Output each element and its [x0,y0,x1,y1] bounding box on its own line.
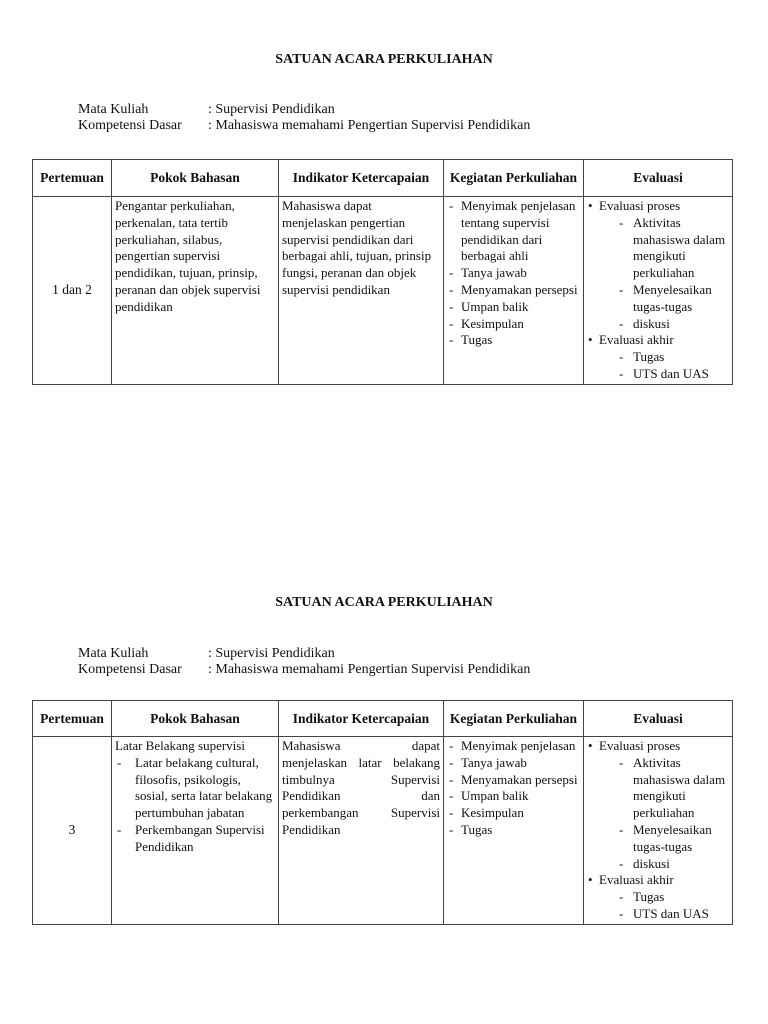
pokok-item: - Perkembangan Supervisi Pendidikan [115,822,275,856]
course-meta [78,646,530,678]
pertemuan-cell: 3 [33,737,112,925]
header-evaluasi: Evaluasi [584,701,733,737]
pokok-intro: Pengantar perkuliahan, perkenalan, tata tertib perkuliahan, silabus, pengertian supervisi pendidikan, tujuan, prinsip, peranan dan objek supervisi pendidikan [115,198,261,314]
evaluasi-proses-label: Evaluasi proses [599,198,681,213]
kegiatan-item: - Kesimpulan [447,316,580,333]
evaluasi-item: - Tugas [607,889,729,906]
evaluasi-proses [587,198,729,332]
mata-kuliah-label: Mata Kuliah [78,102,149,117]
evaluasi-cell [584,737,733,925]
mata-kuliah-label: Mata Kuliah [78,646,149,661]
header-pertemuan: Pertemuan [33,160,112,197]
pokok-item: - Latar belakang cultural, filosofis, psikologis, sosial, serta latar belakang pertumbuhan jabatan [115,755,275,822]
page-title: SATUAN ACARA PERKULIAHAN [275,595,493,610]
evaluasi-akhir-label: Evaluasi akhir [599,332,674,348]
kompetensi-label: Kompetensi Dasar [78,118,182,133]
kompetensi-label: Kompetensi Dasar [78,662,182,677]
kegiatan-item: - Tugas [447,822,580,839]
evaluasi-item: - Aktivitas mahasiswa dalam mengikuti perkuliahan [607,755,729,822]
evaluasi-proses-label: Evaluasi proses [599,738,681,753]
kegiatan-item: - Tanya jawab [447,755,580,772]
kegiatan-cell [444,737,584,925]
kompetensi-value: : Mahasiswa memahami Pengertian Supervisi Pendidikan [208,662,531,677]
pokok-intro: Latar Belakang supervisi [115,738,245,753]
header-evaluasi: Evaluasi [584,160,733,197]
kegiatan-cell [444,197,584,385]
sap-table [32,700,733,925]
header-pokok-bahasan: Pokok Bahasan [112,701,279,737]
evaluasi-item: - UTS dan UAS [607,906,729,923]
evaluasi-item: - diskusi [607,316,729,333]
evaluasi-item: - Aktivitas mahasiswa dalam mengikuti perkuliahan [607,215,729,282]
sap-table [32,159,733,385]
kegiatan-item: - Menyimak penjelasan tentang supervisi pendidikan dari berbagai ahli [447,198,580,265]
evaluasi-cell [584,197,733,385]
header-pertemuan: Pertemuan [33,701,112,737]
kegiatan-item: - Tugas [447,332,580,349]
pokok-bahasan-cell [112,197,279,385]
header-pokok-bahasan: Pokok Bahasan [112,160,279,197]
indikator-cell: Mahasiswa dapat menjelaskan latar belakang timbulnya Supervisi Pendidikan dan perkembangan Supervisi Pendidikan [279,737,444,925]
kegiatan-item: - Menyimak penjelasan [447,738,580,755]
header-kegiatan: Kegiatan Perkuliahan [444,160,584,197]
evaluasi-proses [587,738,729,872]
kegiatan-item: - Menyamakan persepsi [447,772,580,789]
evaluasi-item: - Menyelesaikan tugas-tugas [607,822,729,856]
course-meta [78,102,530,134]
mata-kuliah-value: : Supervisi Pendidikan [208,102,335,117]
kegiatan-item: - Umpan balik [447,788,580,805]
evaluasi-akhir-label: Evaluasi akhir [599,872,674,888]
evaluasi-item: - diskusi [607,856,729,873]
kegiatan-item: - Umpan balik [447,299,580,316]
kegiatan-item: - Tanya jawab [447,265,580,282]
pokok-bahasan-cell [112,737,279,925]
page-title: SATUAN ACARA PERKULIAHAN [275,52,493,67]
evaluasi-item: - Menyelesaikan tugas-tugas [607,282,729,316]
header-indikator: Indikator Ketercapaian [279,160,444,197]
evaluasi-akhir [587,872,729,922]
pertemuan-cell: 1 dan 2 [33,197,112,385]
evaluasi-item: - UTS dan UAS [607,366,729,383]
kompetensi-value: : Mahasiswa memahami Pengertian Supervisi Pendidikan [208,118,531,133]
header-indikator: Indikator Ketercapaian [279,701,444,737]
evaluasi-akhir [587,332,729,382]
kegiatan-item: - Menyamakan persepsi [447,282,580,299]
kegiatan-item: - Kesimpulan [447,805,580,822]
indikator-cell: Mahasiswa dapat menjelaskan pengertian supervisi pendidikan dari berbagai ahli, tujuan, prinsip fungsi, peranan dan objek supervisi pendidikan [279,197,444,385]
header-kegiatan: Kegiatan Perkuliahan [444,701,584,737]
mata-kuliah-value: : Supervisi Pendidikan [208,646,335,661]
evaluasi-item: - Tugas [607,349,729,366]
